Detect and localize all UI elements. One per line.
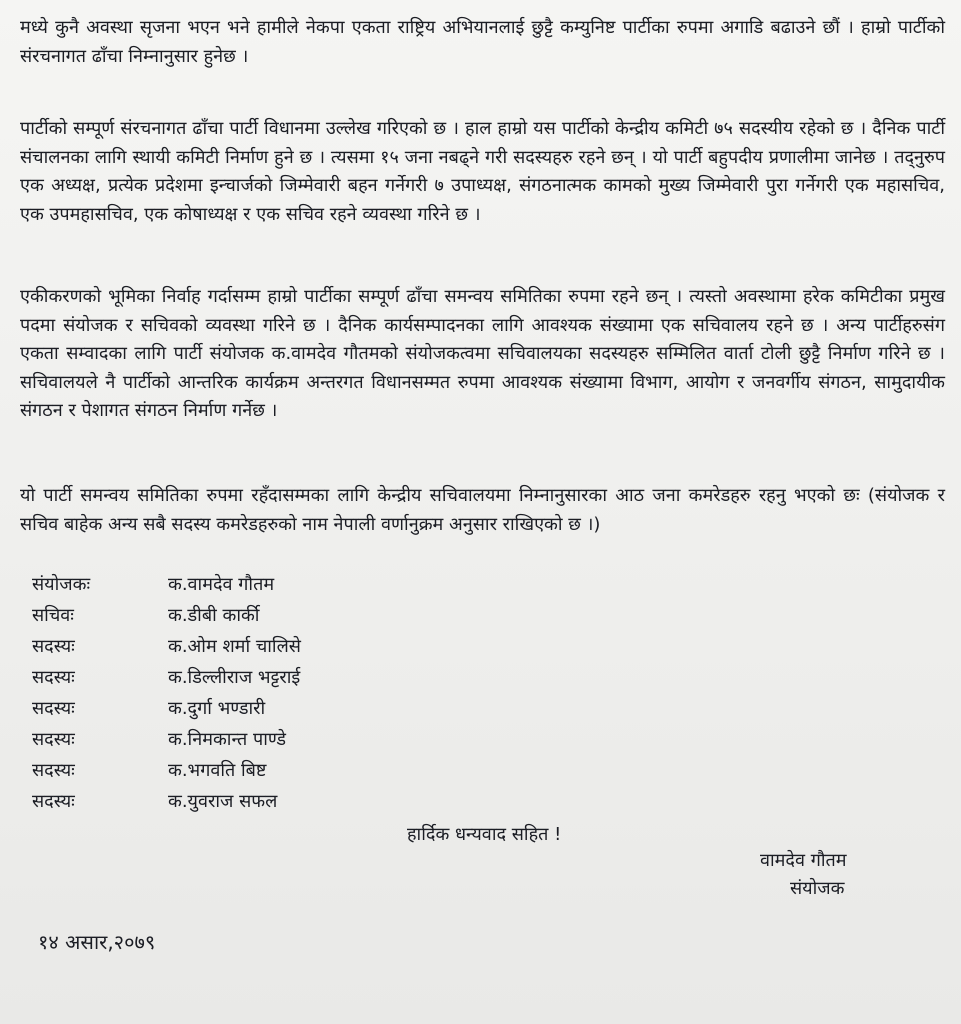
roster-role: सदस्यः [32,790,75,812]
roster-name: क.डीबी कार्की [168,604,260,626]
roster-role: सदस्यः [32,728,75,750]
roster-row [32,692,632,723]
roster-role: सदस्यः [32,666,75,688]
signatory-title: संयोजक [790,878,845,899]
roster-role: संयोजकः [32,573,91,595]
roster-name: क.वामदेव गौतम [168,573,275,595]
secretariat-roster [32,568,632,816]
roster-role: सचिवः [32,604,74,626]
roster-role: सदस्यः [32,759,75,781]
roster-row [32,723,632,754]
roster-name: क.ओम शर्मा चालिसे [168,635,301,657]
unification-paragraph: एकीकरणको भूमिका निर्वाह गर्दासम्म हाम्रो पार्टीका सम्पूर्ण ढाँचा समन्वय समितिका रुपमा रहने छन् । त्यस्तो अवस्थामा हरेक कमिटीका प्रमुख पदमा संयोजक र सचिवको व्यवस्था गरिने छ । दैनिक कार्यसम्पादनका लागि आवश्यक संख्यामा एक सचिवालय रहने छ । अन्य पार्टीहरुसंग एकता सम्वादका लागि पार्टी संयोजक क.वामदेव गौतमको संयोजकत्वमा सचिवालयका सदस्यहरु सम्मिलित वार्ता टोली छुट्टै निर्माण गरिने छ । सचिवालयले नै पार्टीको आन्तरिक कार्यक्रम अन्तरगत विधानसम्मत रुपमा आवश्यक संख्यामा विभाग, आयोग र जनवर्गीय संगठन, सामुदायीक संगठन र पेशागत संगठन निर्माण गर्नेछ । [20,286,945,421]
roster-row [32,661,632,692]
letter-date: १४ असार,२०७९ [38,930,156,954]
roster-name: क.युवराज सफल [168,790,278,812]
structure-paragraph: पार्टीको सम्पूर्ण संरचनागत ढाँचा पार्टी विधानमा उल्लेख गरिएको छ । हाल हाम्रो यस पार्टीको केन्द्रीय कमिटी ७५ सदस्यीय रहेको छ । दैनिक पार्टी संचालनका लागि स्थायी कमिटी निर्माण हुने छ । त्यसमा १५ जना नबढ्ने गरी सदस्यहरु रहने छन् । यो पार्टी बहुपदीय प्रणालीमा जानेछ । तद्नुरुप एक अध्यक्ष, प्रत्येक प्रदेशमा इन्चार्जको जिम्मेवारी बहन गर्नेगरी ७ उपाध्यक्ष, संगठनात्मक कामको मुख्य जिम्मेवारी पुरा गर्नेगरी एक महासचिव, एक उपमहासचिव, एक कोषाध्यक्ष र एक सचिव रहने व्यवस्था गरिने छ । [20,118,945,225]
roster-row [32,754,632,785]
closing-line: हार्दिक धन्यवाद सहित ! [407,824,562,845]
roster-row [32,630,632,661]
roster-name: क.डिल्लीराज भट्टराई [168,666,301,688]
roster-role: सदस्यः [32,697,75,719]
roster-name: क.निमकान्त पाण्डे [168,728,287,750]
roster-name: क.भगवति बिष्ट [168,759,267,781]
roster-row [32,599,632,630]
members-paragraph: यो पार्टी समन्वय समितिका रुपमा रहँदासम्मका लागि केन्द्रीय सचिवालयमा निम्नानुसारका आठ जना कमरेडहरु रहनु भएको छः (संयोजक र सचिव बाहेक अन्य सबै सदस्य कमरेडहरुको नाम नेपाली वर्णानुक्रम अनुसार राखिएको छ ।) [20,485,945,535]
signatory-name: वामदेव गौतम [760,850,847,871]
roster-name: क.दुर्गा भण्डारी [168,697,266,719]
roster-role: सदस्यः [32,635,75,657]
roster-row [32,785,632,816]
roster-row [32,568,632,599]
intro-paragraph: मध्ये कुनै अवस्था सृजना भएन भने हामीले नेकपा एकता राष्ट्रिय अभियानलाई छुट्टै कम्युनिष्ट पार्टीका रुपमा अगाडि बढाउने छौं । हाम्रो पार्टीको संरचनागत ढाँचा निम्नानुसार हुनेछ । [20,17,945,67]
